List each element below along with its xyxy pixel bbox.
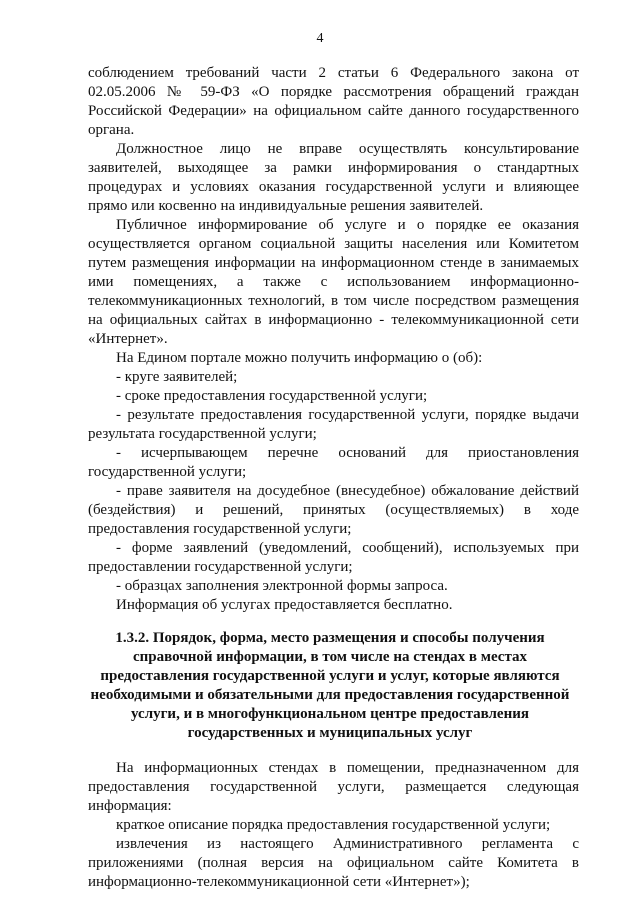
list-item: - праве заявителя на досудебное (внесудебное) обжалование действий bbox=[116, 483, 579, 499]
list-item: - сроке предоставления государственной услуги; bbox=[116, 388, 428, 404]
list-item: (бездействия) и решений, принятых (осуществляемых) в ходе bbox=[88, 502, 579, 518]
paragraph-line: заявителей, выходящее за рамки информирования о стандартных bbox=[88, 160, 579, 176]
paragraph-line: телекоммуникационных технологий, в том числе посредством размещения bbox=[88, 293, 579, 309]
paragraph-line: Российской Федерации» на официальном сайте данного государственного bbox=[88, 103, 579, 119]
paragraph-line: на официальных сайтах в информационно - телекоммуникационной сети bbox=[88, 312, 579, 328]
paragraph-line: информация: bbox=[88, 798, 172, 814]
paragraph-line: Публичное информирование об услуге и о порядке ее оказания bbox=[116, 217, 579, 233]
list-item: - форме заявлений (уведомлений, сообщений), используемых при bbox=[116, 540, 579, 556]
paragraph-line: извлечения из настоящего Административного регламента с bbox=[116, 836, 579, 852]
paragraph-line: ими помещениях, а также с использованием информационно- bbox=[88, 274, 579, 290]
paragraph-line: «Интернет». bbox=[88, 331, 168, 347]
page-number: 4 bbox=[316, 31, 324, 46]
paragraph-line: соблюдением требований части 2 статьи 6 Федерального закона от bbox=[88, 65, 579, 81]
list-item: предоставления государственной услуги; bbox=[88, 521, 352, 537]
paragraph-line: Информация об услугах предоставляется бесплатно. bbox=[116, 597, 453, 613]
paragraph-line: процедурах и условиях оказания государственной услуги и влияющее bbox=[88, 179, 579, 195]
list-item: государственной услуги; bbox=[88, 464, 247, 480]
paragraph-line: информационно-телекоммуникационной сети «Интернет»); bbox=[88, 874, 470, 890]
list-item: - результате предоставления государственной услуги, порядке выдачи bbox=[116, 407, 579, 423]
paragraph-line: приложениями (полная версия на официальном сайте Комитета в bbox=[88, 855, 579, 871]
paragraph-line: Должностное лицо не вправе осуществлять консультирование bbox=[116, 141, 579, 157]
section-heading: справочной информации, в том числе на стендах в местах bbox=[132, 649, 528, 665]
paragraph-line: прямо или косвенно на индивидуальные решения заявителей. bbox=[88, 198, 484, 214]
paragraph-line: На информационных стендах в помещении, предназначенном для bbox=[116, 760, 579, 776]
list-item: - образцах заполнения электронной формы запроса. bbox=[116, 578, 448, 594]
paragraph-line: краткое описание порядка предоставления государственной услуги; bbox=[116, 817, 551, 833]
section-heading: государственных и муниципальных услуг bbox=[187, 725, 473, 741]
section-heading: необходимыми и обязательными для предоставления государственной bbox=[90, 687, 570, 703]
list-item: - исчерпывающем перечне оснований для приостановления bbox=[116, 445, 579, 461]
paragraph-line: предоставления государственной услуги, размещается следующая bbox=[88, 779, 579, 795]
list-item: - круге заявителей; bbox=[116, 369, 238, 385]
paragraph-line: На Едином портале можно получить информацию о (об): bbox=[116, 350, 483, 366]
paragraph-line: путем размещения информации на информационном стенде в занимаемых bbox=[88, 255, 579, 271]
paragraph-line: органа. bbox=[88, 122, 135, 138]
list-item: результата государственной услуги; bbox=[88, 426, 317, 442]
paragraph-line: 02.05.2006 № 59-ФЗ «О порядке рассмотрения обращений граждан bbox=[88, 84, 579, 100]
paragraph-line: осуществляется органом социальной защиты населения или Комитетом bbox=[88, 236, 579, 252]
section-heading: 1.3.2. Порядок, форма, место размещения и способы получения bbox=[115, 630, 545, 646]
list-item: предоставлении государственной услуги; bbox=[88, 559, 353, 575]
section-heading: услуги, и в многофункциональном центре предоставления bbox=[131, 706, 529, 722]
section-heading: предоставления государственной услуги и услуг, которые являются bbox=[100, 668, 560, 684]
